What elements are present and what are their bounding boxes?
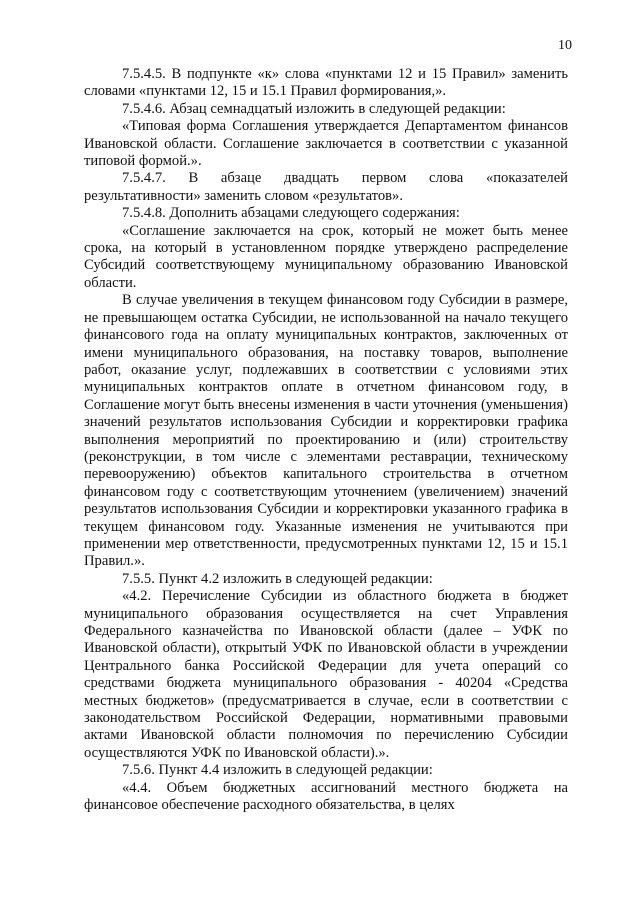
page-number: 10: [558, 38, 572, 53]
paragraph: 7.5.4.8. Дополнить абзацами следующего содержания:: [122, 205, 460, 222]
document-body: [84, 66, 568, 814]
paragraph: В случае увеличения в текущем финансовом году Субсидии в размере, не превышающем остатка Субсидии, не использованной на начало текущего финансового года на оплату муниципальных контрактов, заключенных от имени муниципального образования, на поставку товаров, выполнение работ, оказание услуг, подлежавших в соответствии с условиями этих муниципальных контрактов оплате в отчетном финансовом году, в Соглашение могут быть внесены изменения в части уточнения (уменьшения) значений результатов использования Субсидии и корректировки графика выполнения мероприятий по проектированию и (или) строительству (реконструкции, в том числе с элементами реставрации, техническому перевооружению) объектов капитального строительства в отчетном финансовом году с соответствующим уточнением (увеличением) значений результатов использования Субсидии и корректировки указанного графика в текущем финансовом году. Указанные изменения не учитываются при применении мер ответственности, предусмотренных пунктами 12, 15 и 15.1 Правил.».: [84, 292, 568, 570]
paragraph: 7.5.4.7. В абзаце двадцать первом слова «показателей результативности» заменить словом «результатов».: [84, 170, 568, 204]
paragraph: «Соглашение заключается на срок, который не может быть менее срока, на который в установленном порядке утверждено распределение Субсидий соответствующему муниципальному образованию Ивановской области.: [84, 222, 568, 291]
paragraph: «4.4. Объем бюджетных ассигнований местного бюджета на финансовое обеспечение расходного обязательства, в целях: [84, 779, 568, 814]
paragraph: 7.5.6. Пункт 4.4 изложить в следующей редакции:: [122, 762, 433, 779]
paragraph: 7.5.4.6. Абзац семнадцатый изложить в следующей редакции:: [122, 100, 506, 117]
paragraph: «Типовая форма Соглашения утверждается Департаментом финансов Ивановской области. Соглашение заключается в соответствии с указанной типовой формой.».: [84, 118, 568, 170]
paragraph: «4.2. Перечисление Субсидии из областного бюджета в бюджет муниципального образования осуществляется на счет Управления Федерального казначейства по Ивановской области (далее – УФК по Ивановской области), открытый УФК по Ивановской области в учреждении Центрального банка Российской Федерации для учета операций со средствами бюджета муниципального образования - 40204 «Средства местных бюджетов» (предусматривается в случае, если в соответствии с законодательством Российской Федерации, нормативными правовыми актами Ивановской области полномочия по перечислению Субсидии осуществляются УФК по Ивановской области).».: [84, 588, 568, 761]
paragraph: 7.5.5. Пункт 4.2 изложить в следующей редакции:: [122, 570, 433, 587]
paragraph: 7.5.4.5. В подпункте «к» слова «пунктами 12 и 15 Правил» заменить словами «пунктами 12, 15 и 15.1 Правил формирования,».: [84, 66, 568, 100]
